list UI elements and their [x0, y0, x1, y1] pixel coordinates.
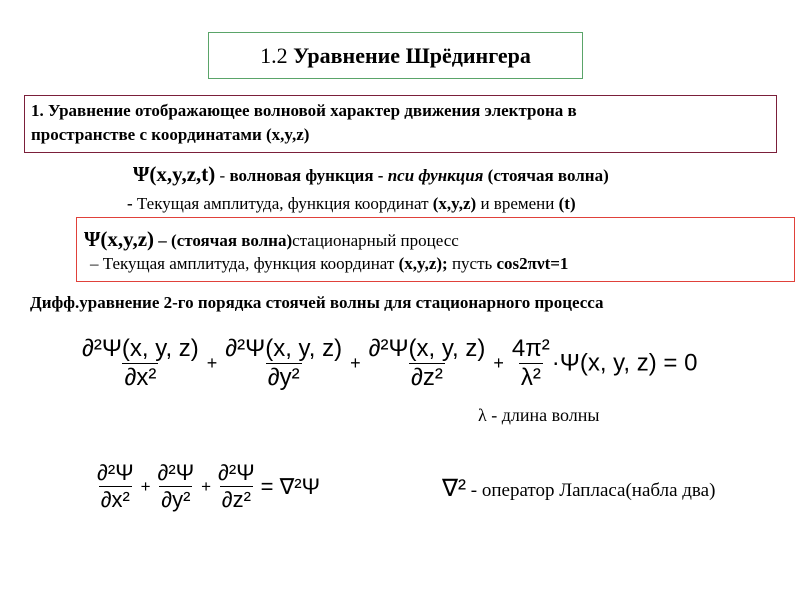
amplitude-dash: -	[127, 194, 137, 213]
term-wave	[510, 335, 552, 392]
amplitude-text-2: – Текущая амплитуда, функция координат	[90, 254, 399, 273]
amplitude-coords: (x,y,z)	[432, 194, 477, 213]
term-x-den: ∂x²	[124, 364, 157, 391]
term-y-den: ∂y²	[267, 364, 300, 391]
lap-term-z-den: ∂z²	[221, 487, 251, 512]
definition-box	[24, 95, 777, 153]
psi-function-line	[133, 162, 609, 187]
term-z	[367, 335, 488, 392]
laplace-text: - оператор Лапласа(набла два)	[466, 480, 716, 501]
title-number: 1.2	[260, 42, 288, 68]
psi-desc-1: волновая функция -	[229, 166, 388, 185]
stationary-line-1	[84, 227, 459, 252]
stationary-process: стационарный процесс	[292, 231, 459, 250]
term-z-num: ∂²Ψ(x, y, z)	[368, 335, 486, 362]
psi-xyzt-symbol: Ψ(x,y,z,t)	[133, 162, 216, 186]
lap-term-x-den: ∂x²	[100, 487, 130, 512]
lambda-symbol: λ	[478, 405, 487, 425]
psi-desc-2: (стоячая волна)	[483, 166, 609, 185]
term-z-den: ∂z²	[411, 364, 443, 391]
laplacian-tail: = ∇²Ψ	[260, 473, 320, 499]
definition-line-1: 1. Уравнение отображающее волновой характер движения электрона в	[31, 101, 577, 120]
term-wave-num: 4π²	[511, 335, 550, 362]
cos-condition: cos2πνt=1	[496, 254, 569, 273]
lambda-note	[478, 405, 599, 426]
lap-term-x	[95, 460, 136, 513]
lap-term-x-num: ∂²Ψ	[97, 460, 134, 485]
lap-term-z	[216, 460, 257, 513]
amplitude-text: Текущая амплитуда, функция координат	[136, 194, 433, 213]
lambda-text: - длина волны	[486, 405, 600, 425]
plus-sign: +	[140, 476, 151, 496]
plus-sign: +	[201, 476, 212, 496]
laplace-note	[442, 474, 715, 503]
slide-title	[208, 32, 583, 79]
schrodinger-equation	[80, 335, 697, 392]
plus-sign: +	[493, 353, 504, 373]
lap-term-y-den: ∂y²	[161, 487, 191, 512]
psi-xyz-symbol: Ψ(x,y,z)	[84, 227, 155, 251]
lap-term-y-num: ∂²Ψ	[157, 460, 195, 485]
plus-sign: +	[206, 353, 218, 373]
term-wave-den: λ²	[520, 364, 541, 391]
amplitude-mid: и времени	[476, 194, 559, 213]
psi-dash: -	[215, 166, 230, 185]
stationary-line-2	[90, 254, 568, 274]
let-text: пусть	[447, 254, 497, 273]
diff-equation-heading: Дифф.уравнение 2-го порядка стоячей волны для стационарного процесса	[30, 293, 604, 312]
amplitude-coords-2: (x,y,z);	[398, 254, 448, 273]
equation-tail: ·Ψ(x, y, z) = 0	[551, 349, 698, 377]
laplacian-equation	[95, 460, 320, 513]
term-y	[223, 335, 344, 392]
nabla-squared-symbol: ∇²	[442, 475, 467, 502]
psi-desc-italic: пси функция	[387, 166, 484, 185]
standing-wave-bold: – (стоячая волна)	[154, 231, 293, 250]
stationary-box	[76, 217, 795, 282]
definition-line-2: пространстве с координатами (x,y,z)	[31, 125, 310, 144]
lap-term-z-num: ∂²Ψ	[218, 460, 255, 485]
amplitude-time: (t)	[558, 194, 576, 213]
title-text: Уравнение Шрёдингера	[293, 42, 531, 68]
term-y-num: ∂²Ψ(x, y, z)	[225, 335, 343, 362]
term-x-num: ∂²Ψ(x, y, z)	[82, 335, 199, 362]
plus-sign: +	[350, 353, 361, 373]
lap-term-y	[156, 460, 197, 513]
amplitude-line-1	[127, 194, 576, 214]
term-x	[80, 335, 201, 392]
